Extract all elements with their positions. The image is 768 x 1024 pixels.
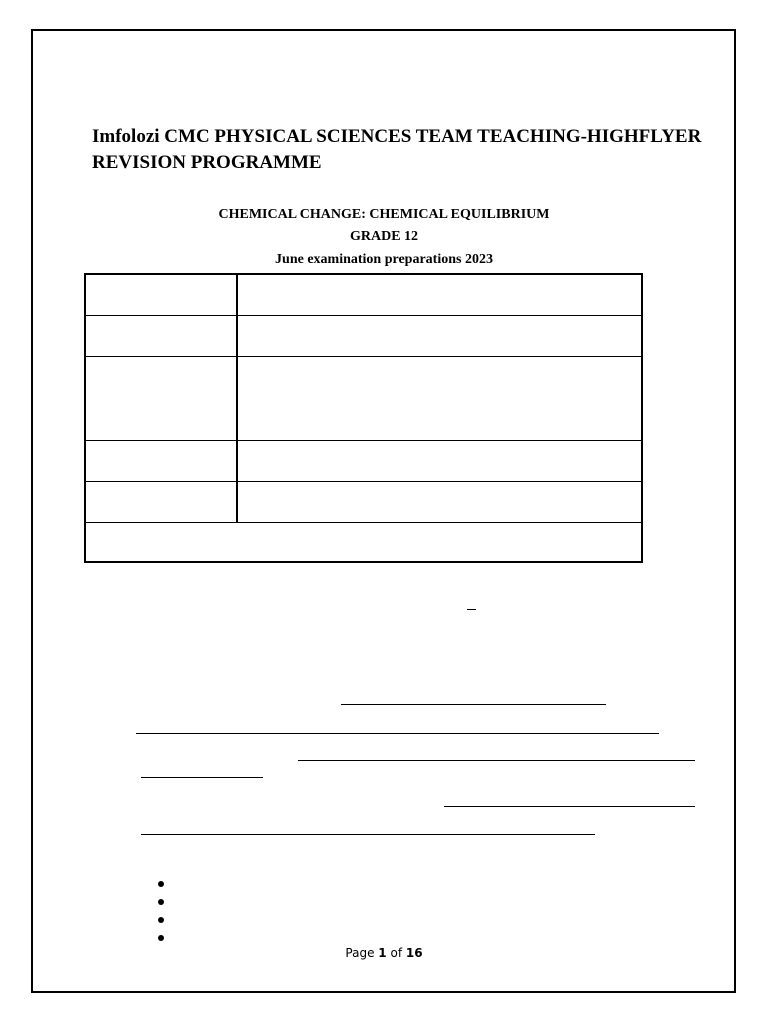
answer-line [141, 777, 263, 778]
answer-line [298, 760, 695, 761]
of-word: of [390, 946, 403, 960]
info-table-row [86, 482, 641, 523]
topic-heading: CHEMICAL CHANGE: CHEMICAL EQUILIBRIUM [218, 207, 550, 222]
page-number: 1 [378, 946, 387, 960]
info-table-row [86, 357, 641, 441]
grade-heading: GRADE 12 [349, 229, 419, 244]
answer-line [136, 733, 659, 734]
answer-line [141, 834, 595, 835]
info-table-row [86, 275, 641, 316]
cell-divider [236, 275, 238, 315]
info-table-row [86, 523, 641, 561]
bullet-point [158, 881, 164, 887]
title-line-1: Imfolozi CMC PHYSICAL SCIENCES TEAM TEACHING-HIGHFLYER [92, 126, 702, 147]
learner-info-table [84, 273, 643, 563]
cell-divider [236, 357, 238, 440]
info-table-row [86, 316, 641, 357]
answer-line [444, 806, 695, 807]
cell-divider [236, 482, 238, 522]
exam-heading: June examination preparations 2023 [275, 252, 493, 267]
page-total: 16 [405, 946, 423, 960]
title-line-2: REVISION PROGRAMME [92, 152, 322, 173]
page-word: Page [345, 946, 375, 960]
bullet-point [158, 935, 164, 941]
document-title [92, 124, 712, 176]
dash-mark [467, 609, 476, 610]
bullet-point [158, 917, 164, 923]
cell-divider [236, 441, 238, 481]
bullet-point [158, 899, 164, 905]
info-table-row [86, 441, 641, 482]
page-footer [0, 946, 768, 960]
cell-divider [236, 316, 238, 356]
answer-line [341, 704, 606, 705]
